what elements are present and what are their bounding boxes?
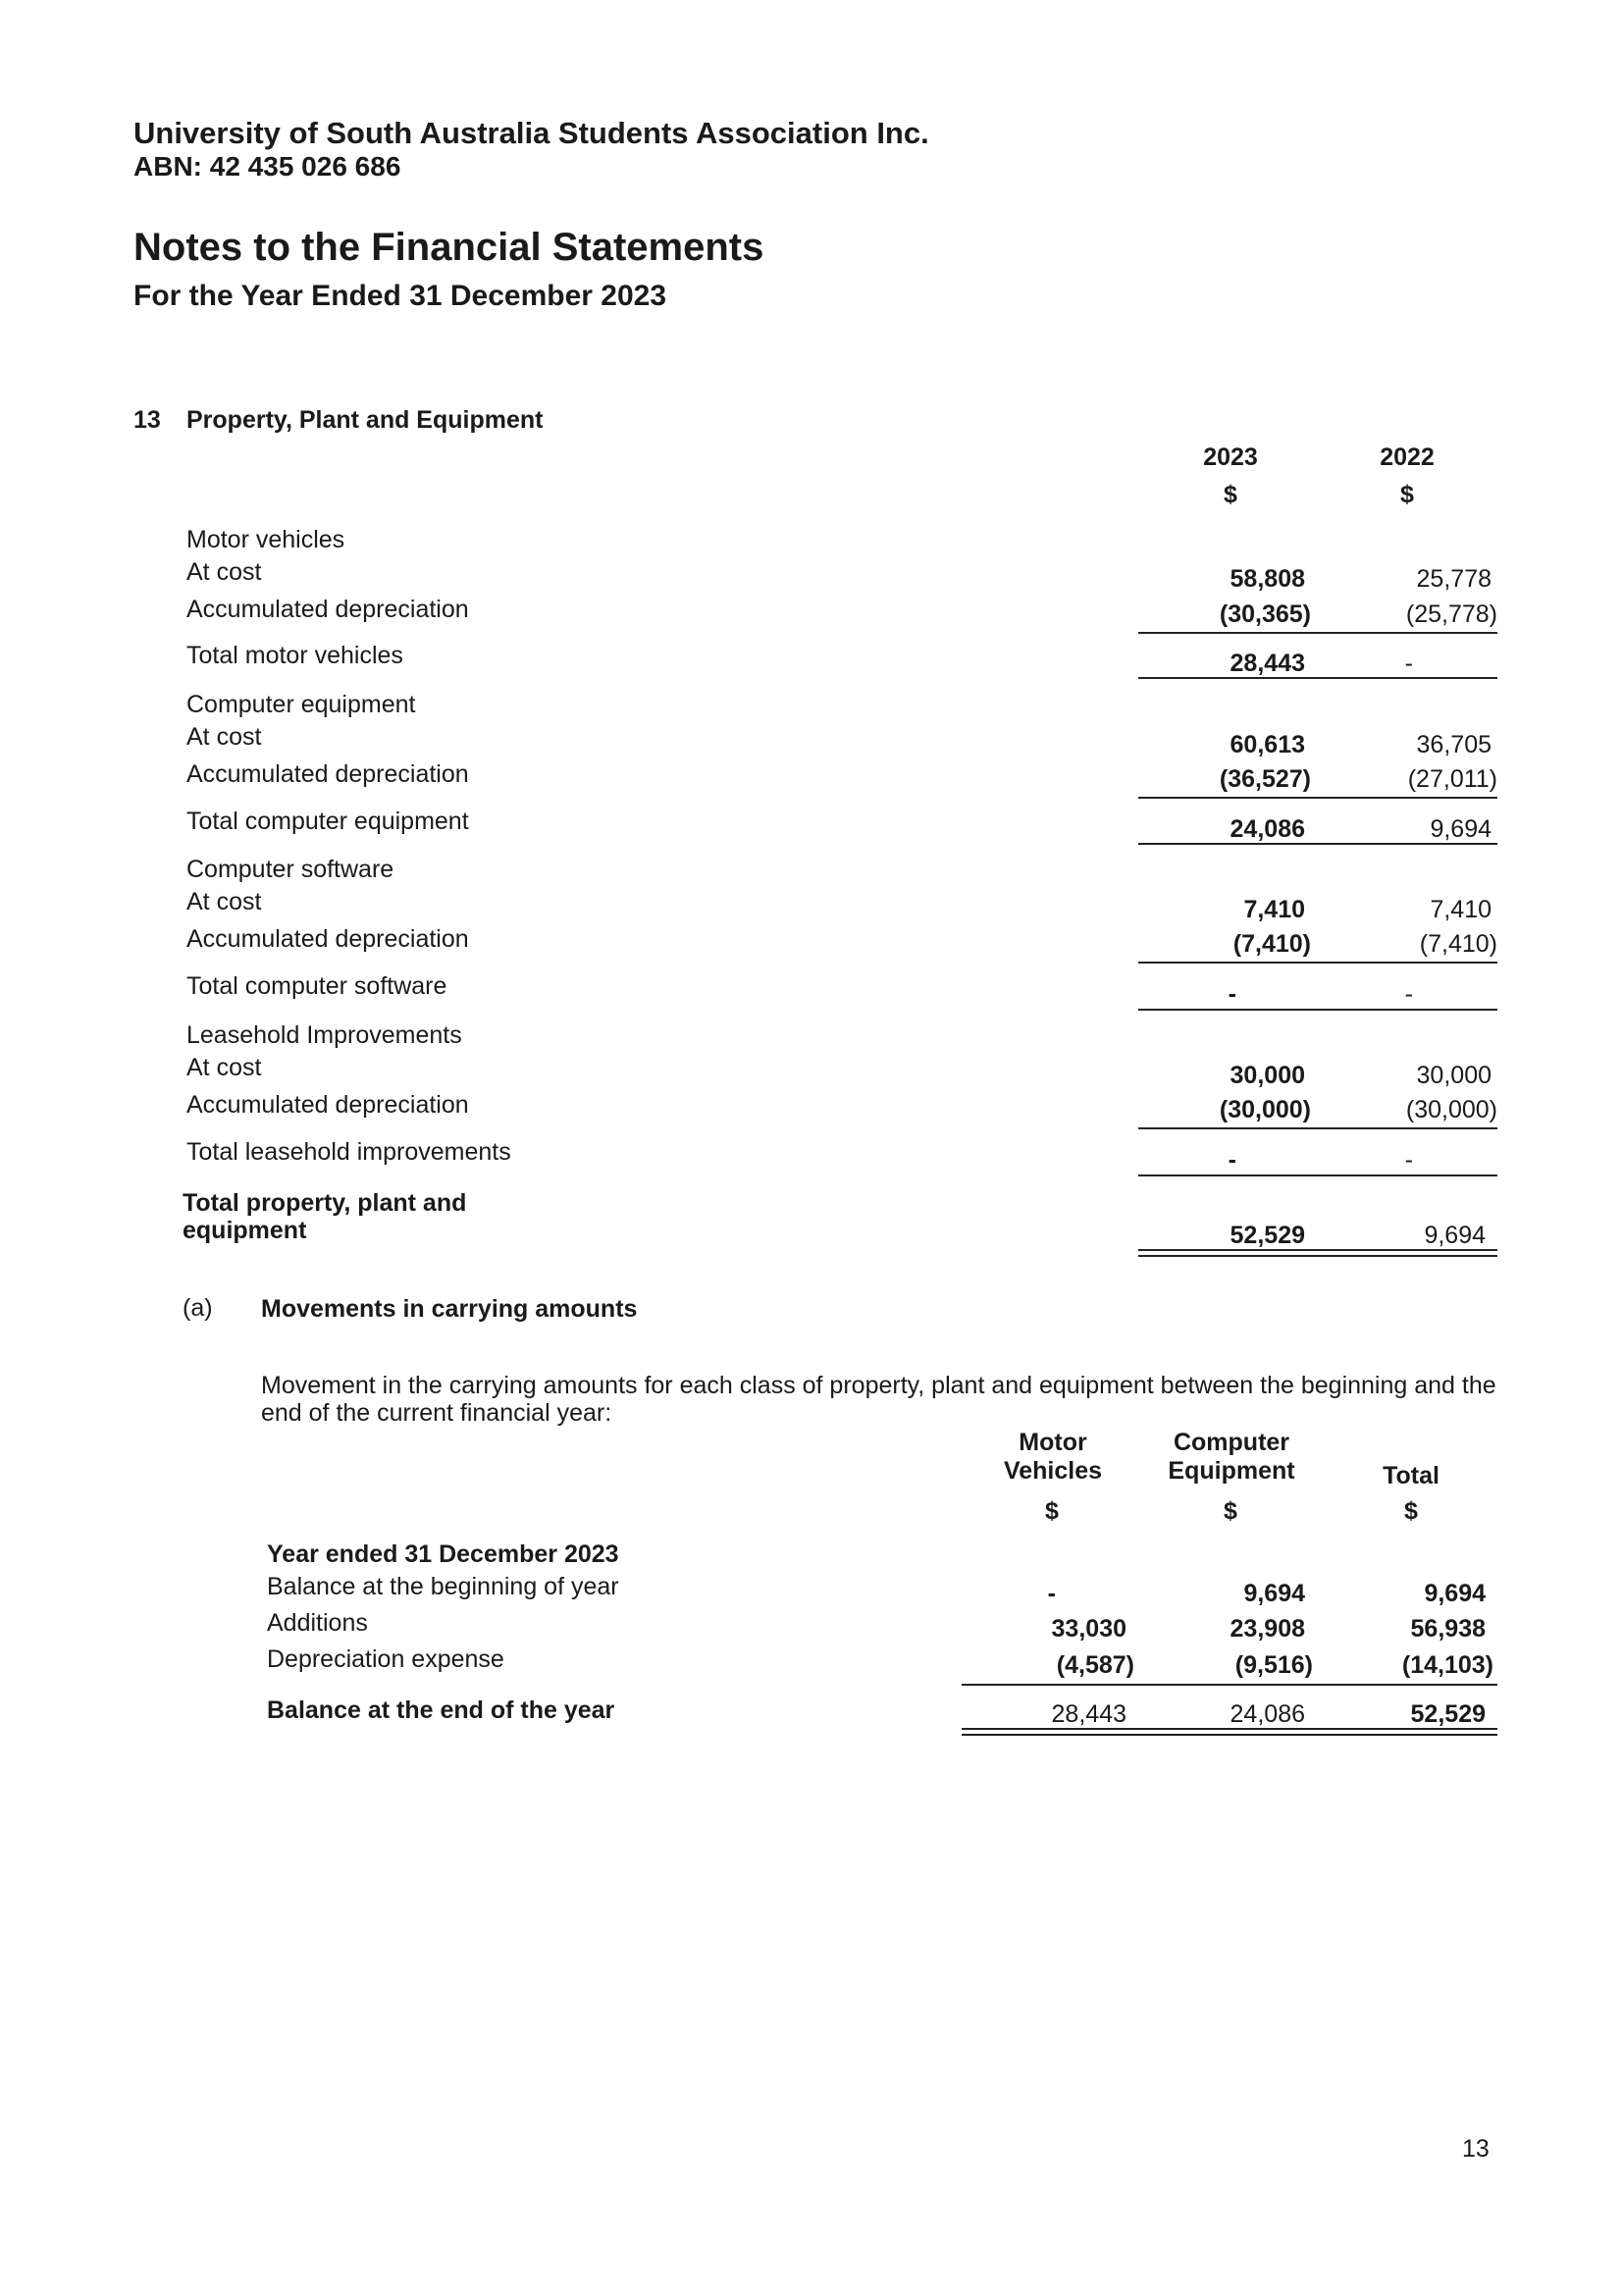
column-unit-total: $ (1404, 1497, 1418, 1525)
total-rule (1138, 1009, 1497, 1011)
value-2022: (27,011) (1407, 765, 1497, 793)
value-2022: 7,410 (1430, 896, 1492, 923)
subtotal-rule (1138, 632, 1497, 634)
column-unit-2023: $ (1224, 481, 1237, 508)
value-2022: 36,705 (1416, 731, 1492, 758)
total-2023: 28,443 (1230, 650, 1305, 677)
computer-value: (9,516) (1234, 1651, 1313, 1679)
page-title: Notes to the Financial Statements (133, 226, 764, 269)
period-heading: Year ended 31 December 2023 (267, 1540, 619, 1568)
grand-total-label-line2: equipment (183, 1217, 307, 1244)
page-number: 13 (1462, 2135, 1490, 2163)
section-title: Property, Plant and Equipment (186, 406, 544, 434)
group-heading: Leasehold Improvements (186, 1021, 462, 1049)
value-2022: (30,000) (1405, 1096, 1497, 1123)
total-2022: - (1404, 980, 1413, 1008)
row-label: Accumulated depreciation (186, 596, 469, 623)
total-value: (14,103) (1401, 1651, 1493, 1679)
movement-row-label: Balance at the beginning of year (267, 1573, 619, 1600)
total-rule (1138, 843, 1497, 845)
grand-total-double-rule (1138, 1249, 1497, 1257)
total-2023: - (1228, 980, 1236, 1008)
movement-row-label: Additions (267, 1609, 368, 1637)
value-2022: (7,410) (1419, 930, 1497, 958)
subsection-marker: (a) (183, 1294, 213, 1322)
end-balance-double-rule (962, 1728, 1497, 1736)
end-balance-label: Balance at the end of the year (267, 1696, 615, 1724)
computer-value: 23,908 (1230, 1615, 1305, 1643)
column-motor-vehicles: Motor Vehicles (1003, 1429, 1103, 1485)
subsection-title: Movements in carrying amounts (261, 1295, 638, 1323)
abn: ABN: 42 435 026 686 (133, 151, 401, 182)
subtotal-rule (1138, 1127, 1497, 1129)
movements-paragraph: Movement in the carrying amounts for each class of property, plant and equipment between the beginning and the end of the current financial year: (261, 1372, 1496, 1427)
column-year-2022: 2022 (1380, 444, 1435, 471)
column-year-2023: 2023 (1203, 444, 1258, 471)
end-total: 52,529 (1410, 1700, 1486, 1728)
total-label: Total leasehold improvements (186, 1138, 511, 1166)
row-label: At cost (186, 723, 262, 751)
grand-total-label-line1: Total property, plant and (183, 1189, 467, 1217)
group-heading: Motor vehicles (186, 526, 345, 553)
end-motor: 28,443 (1051, 1700, 1126, 1728)
organisation-name: University of South Australia Students Association Inc. (133, 116, 929, 150)
motor-value: 33,030 (1051, 1615, 1126, 1643)
grand-total-2022: 9,694 (1424, 1222, 1486, 1249)
column-total: Total (1383, 1462, 1440, 1489)
total-label: Total motor vehicles (186, 642, 403, 669)
value-2022: 25,778 (1416, 565, 1492, 593)
total-value: 56,938 (1410, 1615, 1486, 1643)
total-label: Total computer software (186, 972, 447, 1000)
movement-row-label: Depreciation expense (267, 1645, 504, 1673)
value-2023: 7,410 (1243, 896, 1305, 923)
value-2023: 60,613 (1230, 731, 1305, 758)
group-heading: Computer equipment (186, 691, 416, 718)
motor-value: - (1047, 1580, 1056, 1607)
total-rule (1138, 677, 1497, 679)
row-label: At cost (186, 558, 262, 586)
total-2023: - (1228, 1146, 1236, 1174)
subtotal-rule (1138, 797, 1497, 799)
value-2023: 30,000 (1230, 1062, 1305, 1089)
value-2023: (7,410) (1232, 930, 1311, 958)
subtotal-rule (1138, 962, 1497, 964)
group-heading: Computer software (186, 856, 394, 883)
row-label: At cost (186, 888, 262, 915)
grand-total-2023: 52,529 (1230, 1222, 1305, 1249)
value-2022: (25,778) (1405, 600, 1497, 628)
row-label: Accumulated depreciation (186, 760, 469, 788)
subtotal-rule (962, 1684, 1497, 1686)
value-2023: (30,000) (1219, 1096, 1311, 1123)
row-label: Accumulated depreciation (186, 1091, 469, 1119)
column-unit-motor: $ (1045, 1497, 1059, 1525)
total-2022: - (1404, 1146, 1413, 1174)
value-2023: (30,365) (1219, 600, 1311, 628)
total-label: Total computer equipment (186, 808, 469, 835)
end-computer: 24,086 (1230, 1700, 1305, 1728)
section-number: 13 (133, 406, 161, 434)
column-computer-equipment: Computer Equipment (1168, 1429, 1295, 1485)
total-value: 9,694 (1424, 1580, 1486, 1607)
column-unit-computer: $ (1224, 1497, 1237, 1525)
computer-value: 9,694 (1243, 1580, 1305, 1607)
row-label: Accumulated depreciation (186, 925, 469, 953)
column-unit-2022: $ (1400, 481, 1414, 508)
total-2022: - (1404, 650, 1413, 677)
value-2022: 30,000 (1416, 1062, 1492, 1089)
motor-value: (4,587) (1056, 1651, 1134, 1679)
value-2023: (36,527) (1219, 765, 1311, 793)
row-label: At cost (186, 1054, 262, 1081)
value-2023: 58,808 (1230, 565, 1305, 593)
page-subtitle: For the Year Ended 31 December 2023 (133, 280, 667, 312)
total-rule (1138, 1174, 1497, 1176)
total-2022: 9,694 (1430, 815, 1492, 843)
total-2023: 24,086 (1230, 815, 1305, 843)
